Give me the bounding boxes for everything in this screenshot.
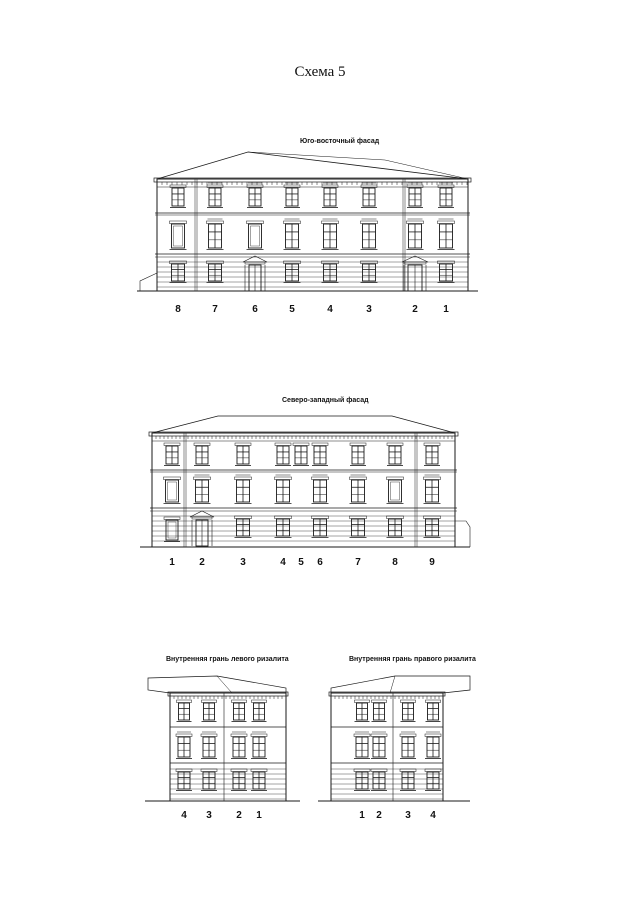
facade-nw-number: 2	[199, 557, 205, 568]
facade-left-number: 2	[236, 810, 242, 821]
roof-hip	[390, 676, 395, 693]
facade-nw-number: 9	[429, 557, 435, 568]
facade-se-number: 7	[212, 304, 218, 315]
facade-nw-number: 8	[392, 557, 398, 568]
facade-se-number: 4	[327, 304, 333, 315]
facade-wall	[331, 693, 443, 801]
facade-left-caption: Внутренняя грань левого ризалита	[166, 656, 289, 663]
window-hood	[355, 700, 370, 703]
window-hood	[372, 700, 387, 703]
facade-nw-number: 7	[355, 557, 361, 568]
window-hood	[371, 734, 387, 737]
facade-nw-number: 1	[169, 557, 175, 568]
window-hood	[371, 769, 387, 772]
window-hood	[400, 734, 416, 737]
window-hood	[354, 734, 370, 737]
window-hood	[426, 700, 441, 703]
facade-right-number: 3	[405, 810, 411, 821]
window-hood	[401, 700, 416, 703]
window-hood	[400, 769, 416, 772]
facade-nw-number: 4	[280, 557, 286, 568]
facade-left-number: 1	[256, 810, 262, 821]
window-hood	[354, 769, 370, 772]
page-title: Схема 5	[294, 64, 346, 80]
facade-nw-number: 3	[240, 557, 246, 568]
facade-right-number: 2	[376, 810, 382, 821]
facade-right-number: 4	[430, 810, 436, 821]
facade-se-number: 3	[366, 304, 372, 315]
window-hood	[425, 769, 441, 772]
facade-right-caption: Внутренняя грань правого ризалита	[349, 656, 476, 663]
facade-nw-number: 6	[317, 557, 323, 568]
facade-se-number: 2	[412, 304, 418, 315]
facade-se-number: 8	[175, 304, 181, 315]
facade-left-number: 3	[206, 810, 212, 821]
facade-right-number: 1	[359, 810, 365, 821]
facade-se-number: 1	[443, 304, 449, 315]
facade-nw-number: 5	[298, 557, 304, 568]
roof	[331, 676, 470, 693]
window-hood	[425, 734, 441, 737]
facade-nw-caption: Северо-западный фасад	[282, 397, 369, 404]
facade-se-number: 6	[252, 304, 258, 315]
facade-left-number: 4	[181, 810, 187, 821]
facade-se-number: 5	[289, 304, 295, 315]
facade-se-caption: Юго-восточный фасад	[300, 138, 380, 145]
